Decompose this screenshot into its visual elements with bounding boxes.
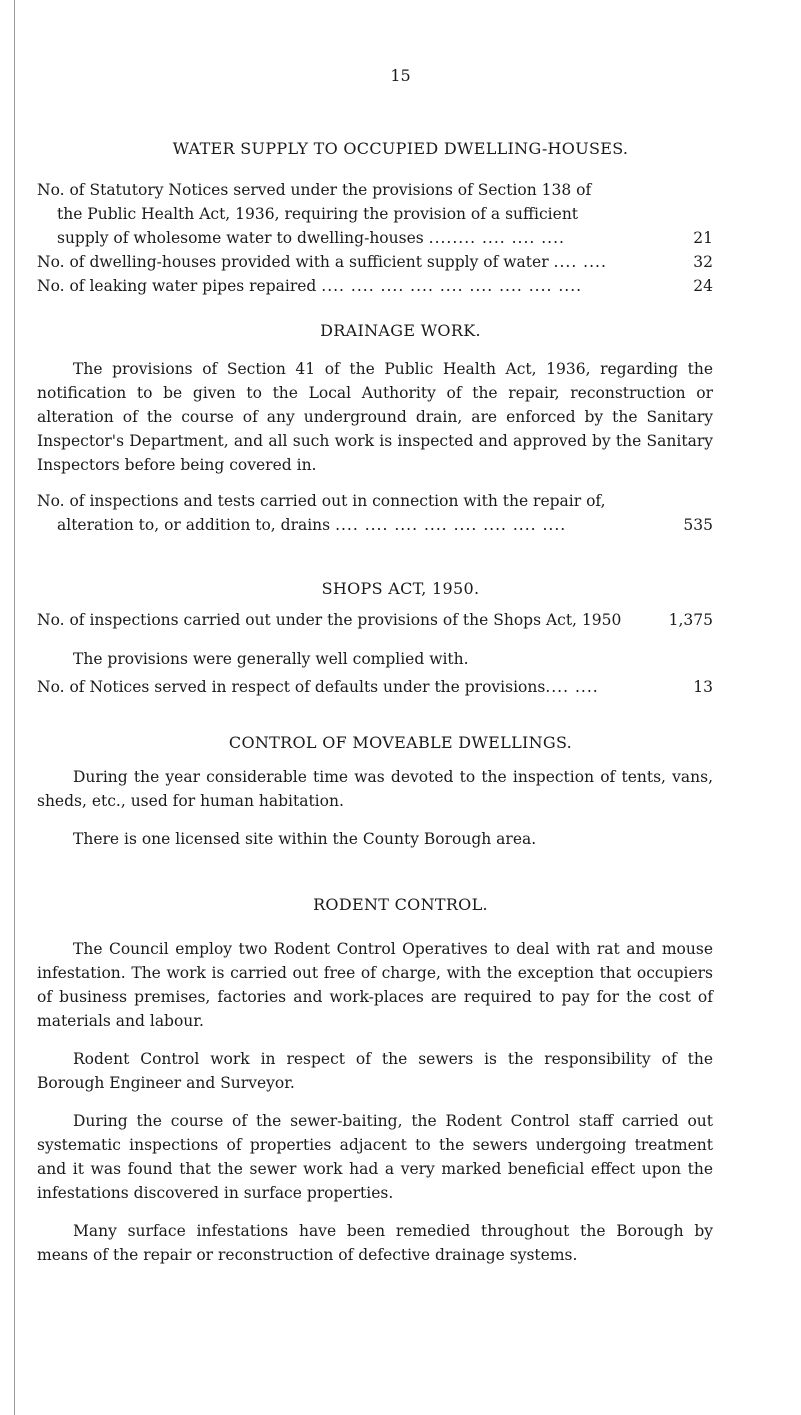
item-value: 32: [689, 250, 713, 274]
item-line: No. of Statutory Notices served under the provisions of Section 138 of: [37, 181, 592, 199]
item-value: 1,375: [665, 608, 713, 632]
shops-inspections-item: [0, 608, 801, 632]
moveable-dwellings-heading: CONTROL OF MOVEABLE DWELLINGS.: [228, 733, 573, 752]
item-line: [37, 250, 713, 274]
item-value: 535: [679, 513, 713, 537]
item-value: 13: [689, 675, 713, 699]
item-text: supply of wholesome water to dwelling-houses: [57, 229, 424, 247]
item-text: No. of inspections carried out under the provisions of the Shops Act, 1950: [37, 611, 622, 629]
rodent-paragraph-1: The Council employ two Rodent Control Operatives to deal with rat and mouse infestation. The work is carried out free of charge, with the exception that occupiers of business premises, factories and work-places are required to pay for the cost of materials and labour.: [37, 940, 713, 1030]
item-line: [37, 675, 713, 699]
rodent-control-section: [0, 937, 801, 1267]
drainage-inspections-item: [0, 489, 801, 537]
leader-dots: ........ .... .... ....: [428, 229, 565, 247]
rodent-control-heading: RODENT CONTROL.: [313, 895, 488, 914]
shops-compliance-paragraph: The provisions were generally well complied with.: [73, 650, 469, 668]
leader-dots: .... ....: [553, 253, 607, 271]
dwelling-houses-supplied-item: [0, 250, 801, 274]
water-supply-section: [0, 178, 801, 298]
statutory-notices-item: [0, 178, 801, 250]
item-line: [57, 226, 713, 250]
rodent-paragraph-4: Many surface infestations have been remedied throughout the Borough by means of the repair or reconstruction of defective drainage systems.: [37, 1222, 713, 1264]
leader-dots: .... ....: [545, 678, 599, 696]
item-value: 21: [689, 226, 713, 250]
leader-dots: .... .... .... .... .... .... .... .... ....: [321, 277, 583, 295]
moveable-paragraph-2: There is one licensed site within the County Borough area.: [73, 830, 537, 848]
shops-act-heading: SHOPS ACT, 1950.: [321, 579, 480, 598]
leader-dots: .... .... .... .... .... .... .... ....: [335, 516, 567, 534]
water-supply-heading: WATER SUPPLY TO OCCUPIED DWELLING-HOUSES.: [172, 139, 629, 158]
rodent-paragraph-2: Rodent Control work in respect of the sewers is the responsibility of the Borough Engineer and Surveyor.: [37, 1050, 713, 1092]
page-number: 15: [390, 66, 411, 85]
item-text: No. of leaking water pipes repaired: [37, 277, 317, 295]
leaking-pipes-item: [0, 274, 801, 298]
shops-notices-item: [0, 675, 801, 699]
item-line: [57, 513, 713, 537]
item-line: the Public Health Act, 1936, requiring the provision of a sufficient: [57, 205, 579, 223]
item-line: No. of inspections and tests carried out in connection with the repair of,: [37, 492, 606, 510]
rodent-paragraph-3: During the course of the sewer-baiting, the Rodent Control staff carried out systematic inspections of properties adjacent to the sewers undergoing treatment and it was found that the sewer work had a very marked beneficial effect upon the infestations discovered in surface properties.: [37, 1112, 713, 1202]
item-text: No. of dwelling-houses provided with a sufficient supply of water: [37, 253, 549, 271]
moveable-dwellings-section: [0, 765, 801, 851]
item-text: No. of Notices served in respect of defaults under the provisions: [37, 678, 546, 696]
item-value: 24: [689, 274, 713, 298]
moveable-paragraph-1: During the year considerable time was devoted to the inspection of tents, vans, sheds, etc., used for human habitation.: [37, 768, 713, 810]
drainage-heading: DRAINAGE WORK.: [320, 321, 481, 340]
drainage-section: [0, 357, 801, 537]
drainage-paragraph: The provisions of Section 41 of the Public Health Act, 1936, regarding the notification to be given to the Local Authority of the repair, reconstruction or alteration of the course of any underground drain, are enforced by the Sanitary Inspector's Department, and all such work is inspected and approved by the Sanitary Inspectors before being covered in.: [37, 360, 713, 474]
shops-act-section: [0, 608, 801, 699]
item-line: [37, 608, 713, 632]
item-text: alteration to, or addition to, drains: [57, 516, 331, 534]
item-line: [37, 274, 713, 298]
